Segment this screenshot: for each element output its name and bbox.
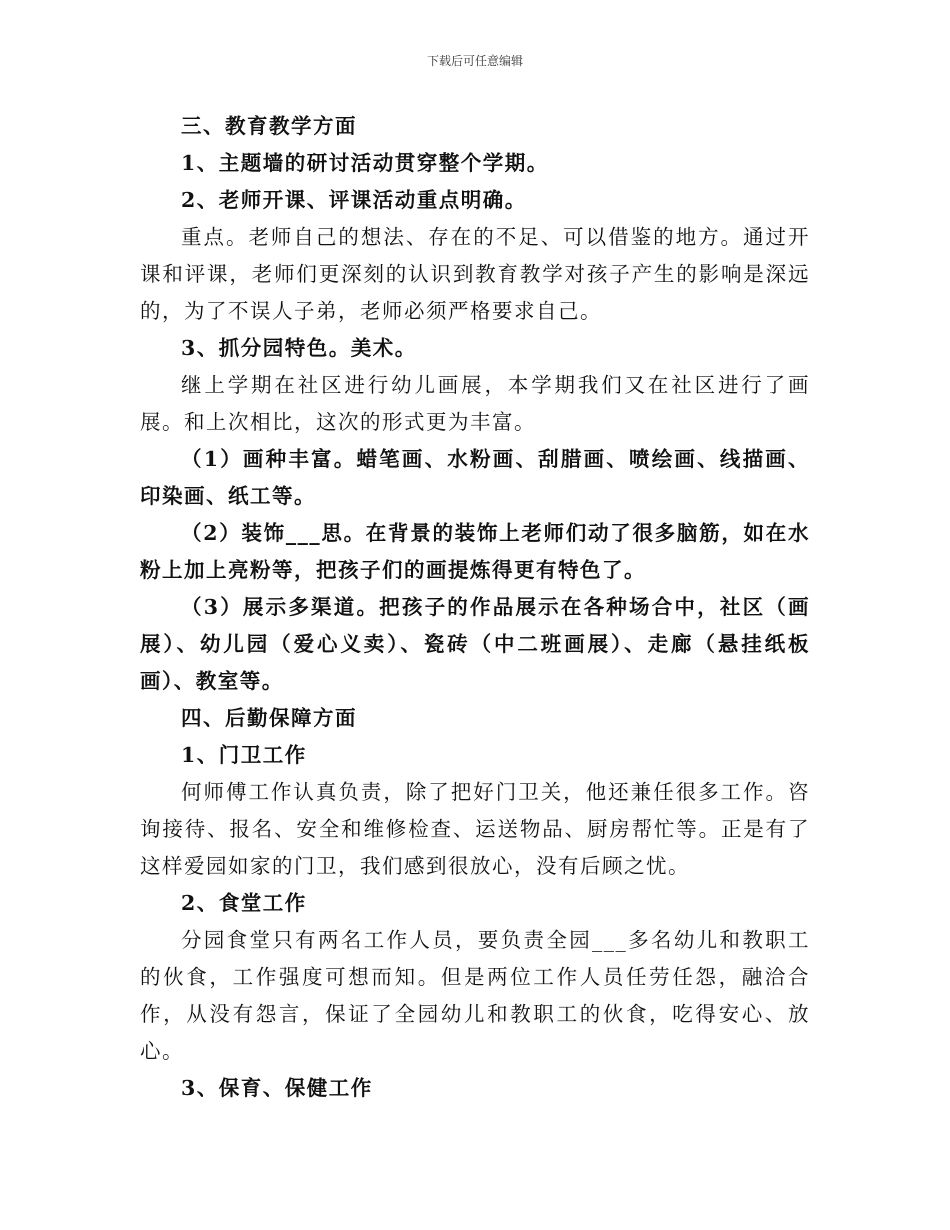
- item-display-channels: （3）展示多渠道。把孩子的作品展示在各种场合中，社区（画展）、幼儿园（爱心义卖）、瓷砖（中二班画展）、走廊（悬挂纸板画）、教室等。: [140, 595, 810, 693]
- item-care-health: 3、保育、保健工作: [181, 1076, 373, 1100]
- item-theme-wall: 1、主题墙的研讨活动贯穿整个学期。: [181, 151, 549, 175]
- paragraph-canteen: 分园食堂只有两名工作人员，要负责全园___多名幼儿和教职工的伙食，工作强度可想而知。但是两位工作人员任劳任怨，融洽合作，从没有怨言，保证了全园幼儿和教职工的伙食，吃得安心、放心。: [140, 928, 810, 1063]
- paragraph-guard: 何师傅工作认真负责，除了把好门卫关，他还兼任很多工作。咨询接待、报名、安全和维修检查、运送物品、厨房帮忙等。正是有了这样爱园如家的门卫，我们感到很放心，没有后顾之忧。: [140, 780, 810, 878]
- item-guard-work: 1、门卫工作: [181, 743, 307, 767]
- item-open-class: 2、老师开课、评课活动重点明确。: [181, 188, 527, 212]
- item-painting-types: （1）画种丰富。蜡笔画、水粉画、刮腊画、喷绘画、线描画、印染画、纸工等。: [140, 447, 810, 508]
- page-header-note: 下载后可任意编辑: [426, 54, 523, 68]
- paragraph-exhibition: 继上学期在社区进行幼儿画展，本学期我们又在社区进行了画展。和上次相比，这次的形式更为丰富。: [140, 373, 810, 434]
- item-decoration: （2）装饰___思。在背景的装饰上老师们动了很多脑筋，如在水粉上加上亮粉等，把孩子们的画提炼得更有特色了。: [140, 521, 810, 582]
- item-canteen-work: 2、食堂工作: [181, 891, 307, 915]
- paragraph-focus: 重点。老师自己的想法、存在的不足、可以借鉴的地方。通过开课和评课，老师们更深刻的认识到教育教学对孩子产生的影响是深远的，为了不误人子弟，老师必须严格要求自己。: [140, 225, 810, 323]
- section-heading-logistics: 四、后勤保障方面: [181, 706, 357, 730]
- document-body: [140, 108, 810, 1107]
- item-branch-feature: 3、抓分园特色。美术。: [181, 336, 417, 360]
- section-heading-teaching: 三、教育教学方面: [181, 114, 357, 138]
